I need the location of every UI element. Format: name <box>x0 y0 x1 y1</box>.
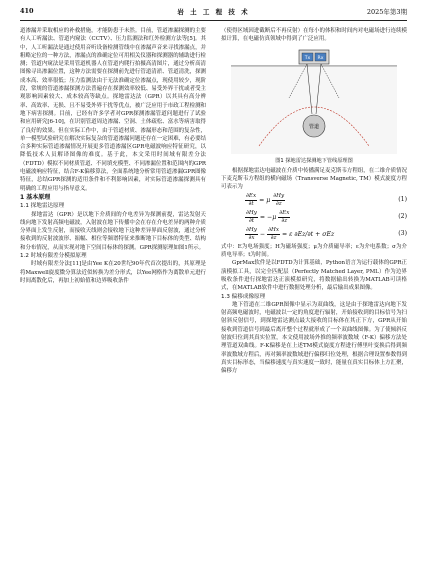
header-rule <box>20 20 407 21</box>
eq1-lhs-den: ∂t <box>248 200 254 207</box>
eq2-rhs-num: ∂Ex <box>279 209 290 216</box>
eq3-lhs-den: ∂x <box>248 234 255 241</box>
eq1-number: (1) <box>398 196 407 204</box>
paragraph-symbols: 式中：E为电场强度；H为磁场强度；μ为介质磁导率；ε为介电系数；σ为介质电导率；t为时间。 <box>221 243 407 259</box>
eq1-rhs-den: ∂z <box>275 200 282 207</box>
journal-title: 岩 土 工 程 技 术 <box>177 8 250 16</box>
eq1-rhs-num: ∂Hy <box>273 192 285 199</box>
eq3-lhs-num: ∂Hy <box>246 226 257 233</box>
section-heading-1-1: 1.1 探地雷达原理 <box>20 203 65 210</box>
eq1-op: = μ <box>259 196 271 204</box>
left-column <box>20 27 206 285</box>
section-1-1-paragraph: 探地雷达（GPR）是以地下介质间的介电差异为探测前提，雷达发射天线向地下发射高频电磁波，入射波在地下传播中会在存在介电差异的两种介质分界面上发生反射，而接收天线则会接收地下这种差异界面反射波，通过分析接收到的反射波波形、振幅、相位等频谱特征来推断地下目标体的类型、结构和分布情况，从而实现对地下空间目标体的探测。GPR探测原理如图1所示。 <box>20 211 206 251</box>
eq2-lhs-num: ∂Hy <box>246 209 257 216</box>
rx-label: Rx <box>317 55 324 61</box>
section-heading-1-3: 1.3 偏移成像原理 <box>221 293 266 300</box>
eq3-rhs-num: ∂Hx <box>268 226 279 233</box>
section-1-3-paragraph: 地下管道在二维GPR图像中显示为双曲线，这是由于探地雷达向地下发射高频电磁波时，电磁波以一定的角度进行辐射，开始接收到的目标信号为扫射斜反射信号，到探地雷达测点最大接收的目标体在其正下方，GPR从开始接收到管道信号到最后离开整个过程就形成了一个双曲线图像。为了使倾斜反射波归位到其真实位置，本文使用波场外推的频率波数域（F-K）偏移方法处理管道双曲线。F-K偏移是在上述TM模式旋度方程进行傅里叶变换后得到频率波数域方程后，再对频率波数域进行偏移归位处理，根据合理设置参数得到真实目标形态，当偏移速度与真实速度一致时，能量在真实目标体上方汇聚，偏移方 <box>221 301 407 375</box>
eq3-rhs-den: ∂z <box>270 234 277 241</box>
page-number: 410 <box>20 7 34 15</box>
issue-label: 2025年第3期 <box>366 8 407 16</box>
eq3-rhs-tail: = ε ∂Ez/∂t + σEz <box>281 230 335 238</box>
section-1-2-paragraph: 时域有限差分法[11]是由Yee K在20世纪90年代首次提出的，其原理是将Maxwell旋度微分算法近似转换为差分形式，以Yee网格作为离散单元进行时间离散化后，再加上初始值和边界吸收条件 <box>20 261 206 284</box>
eq2-rhs-den: ∂z <box>281 217 288 224</box>
eq3-number: (3) <box>398 230 407 238</box>
eq2-lhs-den: ∂t <box>248 217 255 224</box>
equation-2 <box>221 209 407 226</box>
equation-1 <box>221 192 407 209</box>
eq1-lhs-num: ∂Ex <box>246 192 257 199</box>
paragraph-gprmax: GprMax软件是以FDTD为计算基础，Python语言为运行载体的GPR正演模拟工具，以完全匹配层（Perfectly Matched Layer, PML）作为边界吸收条件进行探地雷达正演模拟研究，将数据输出转换为MATLAB可读格式，在MATLAB软件中进行数据处理分析，最后输出成果图像。 <box>221 260 407 292</box>
figure-caption: 图1 探地雷达探测地下管线原理图 <box>275 157 353 164</box>
eq3-op: − <box>259 230 268 238</box>
paragraph-maxwell: 根据探地雷达电磁波在介质中传播满足麦克斯韦方程组，在二维介质情况下麦克斯韦方程组的横向磁场（Transverse Magnetic, TM）模式旋度方程可表示为 <box>221 167 407 191</box>
continued-paragraph: （使得区域因进截断后不再反射）在每小的体积和时间内对电磁场进行连续模拟计算，在电磁仿真领域中得到了广泛应用。 <box>221 28 407 43</box>
antenna-unit <box>299 50 329 64</box>
gpr-principle-diagram <box>221 46 407 156</box>
intro-paragraph: 道渗漏并采取相应的补救措施，才能防患于未然。目前，管道渗漏探测的主要有人工听漏法、管道内窥法（CCTV）、压力监测法和红外检测方法等[5]。其中，人工听漏法是通过使用音听设备检测管线中在渗漏声音来寻找渗漏点，并粗略定位的一种方法，渗漏点的准确定位可用相关仪器和探测器的辅助进行检测；管道内窥法是采用管道机器人在管道内爬行拍摄高清图片，通过分析高清图像寻出渗漏位置，这种方法需要在探测前先进行管道清淤、管道清洗，探测成本高、效率很低；压力监测法由于无法准确定位渗漏点，现使用较少，现阶段，常规的管道渗漏探测方法普遍存在探测效率较低、易受外界干扰或者受主观影响因素较大、成本较高等缺点。探地雷达法（GPR）以其具有高分辨率、高效率、无损、且不易受外界干扰等优点，被广泛应用于市政工程检测和地下病害探测。目前，已经有许多学者对GPR探测渗漏管道问题进行了试验和应用研究[6-10]，在识别管道周边渗漏、空洞、土体疏松、富水等病害取得了良好的效果。但在实际工作中，由于管道材质、渗漏形态和范围的复杂性，单一模型试验研究在解决实际复杂的管道渗漏问题还存在一定困难，有必要结合多种实际管道渗漏情况开展更多管道渗漏区GPR电磁波响应特征研究，以降低技术人员解译图像的难度。基于此，本文采用时间域有限差分法（FDTD）模拟不同材质管道、不同填充模型、不同渗漏位置和范围内的GPR电磁波响应特征，结合F-K偏移算法，全面系统地分析常用管道渗漏GPR图像特征，总结GPR探测的适用条件和不利影响因素，对实际管道渗漏探测具有明确的工程应用与指导意义。 <box>20 28 206 192</box>
section-heading-1-2: 1.2 时域有限差分模拟原理 <box>20 253 87 260</box>
tx-label: Tx <box>304 55 311 61</box>
page-header <box>20 7 407 19</box>
figure-1 <box>221 46 407 156</box>
eq2-number: (2) <box>398 213 407 221</box>
right-column <box>221 27 407 376</box>
eq2-op: = −μ <box>259 213 277 221</box>
equation-3 <box>221 226 407 243</box>
section-heading-1: 1 基本原理 <box>20 193 51 201</box>
pipe-label: 管道 <box>308 123 320 130</box>
